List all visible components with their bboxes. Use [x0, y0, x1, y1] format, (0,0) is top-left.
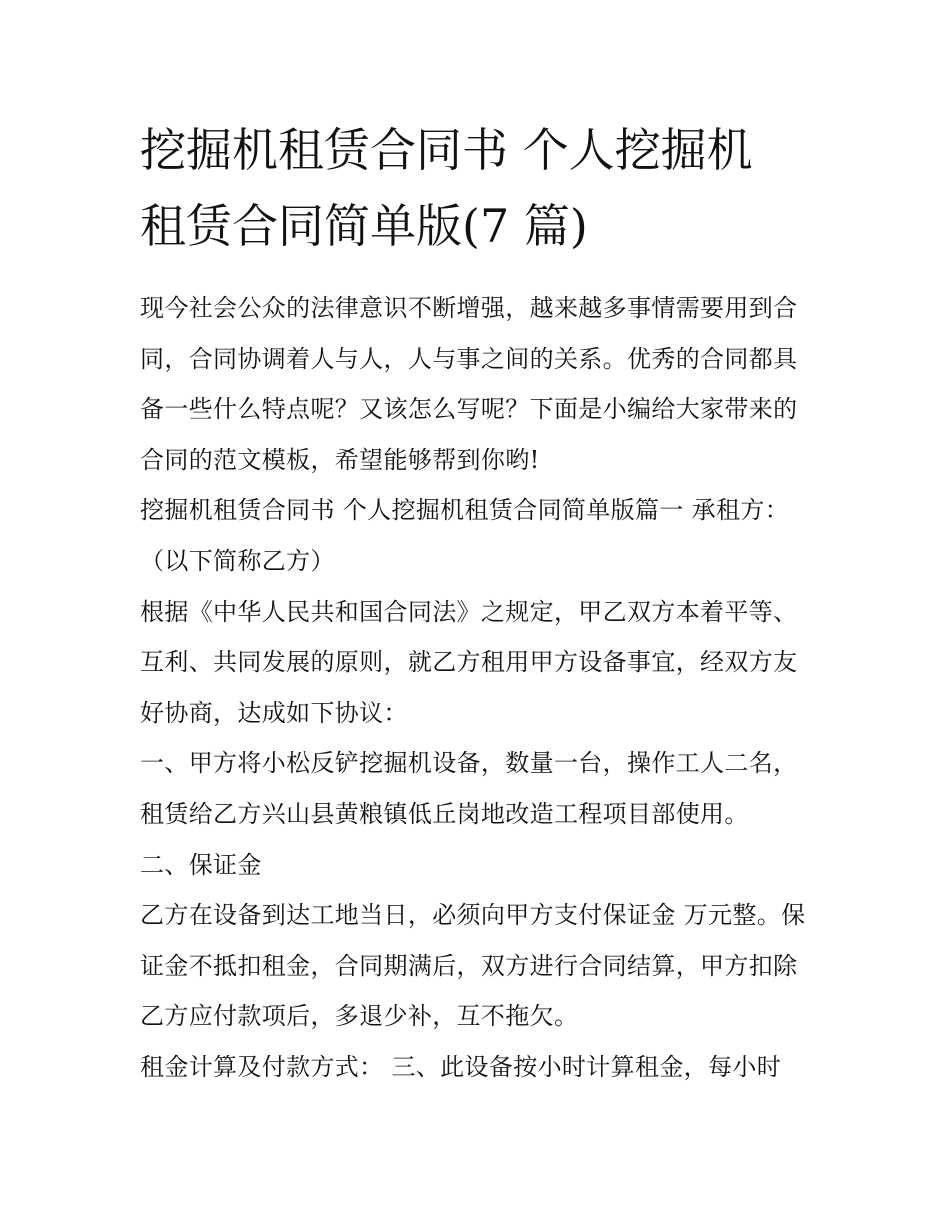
- clause-2-heading: 二、保证金: [140, 850, 262, 879]
- intro-paragraph: 现今社会公众的法律意识不断增强，越来越多事情需要用到合同，合同协调着人与人，人与事之间的关系。优秀的合同都具备一些什么特点呢？又该怎么写呢？下面是小编给大家带来的合同的范文模板，希望能够帮到你哟!: [140, 294, 798, 474]
- document-body: [140, 283, 820, 1093]
- party-b-note: （以下简称乙方）: [140, 546, 335, 575]
- legal-basis-paragraph: 根据《中华人民共和国合同法》之规定，甲乙双方本着平等、互利、共同发展的原则，就乙方租用甲方设备事宜，经双方友好协商，达成如下协议：: [140, 597, 798, 727]
- clause-1-paragraph: 一、甲方将小松反铲挖掘机设备，数量一台，操作工人二名，租赁给乙方兴山县黄粮镇低丘岗地改造工程项目部使用。: [140, 749, 798, 828]
- rent-calculation-paragraph: 租金计算及付款方式： 三、此设备按小时计算租金，每小时: [140, 1052, 782, 1081]
- document-title: [140, 112, 820, 264]
- deposit-paragraph: 乙方在设备到达工地当日，必须向甲方支付保证金 万元整。保证金不抵扣租金，合同期满后，双方进行合同结算，甲方扣除乙方应付款项后，多退少补，互不拖欠。: [140, 901, 806, 1031]
- section-heading-lessee: 挖掘机租赁合同书 个人挖掘机租赁合同简单版篇一 承租方：: [140, 496, 790, 525]
- title-line-2: 租赁合同简单版(7 篇): [140, 199, 588, 253]
- title-line-1: 挖掘机租赁合同书 个人挖掘机: [140, 123, 753, 177]
